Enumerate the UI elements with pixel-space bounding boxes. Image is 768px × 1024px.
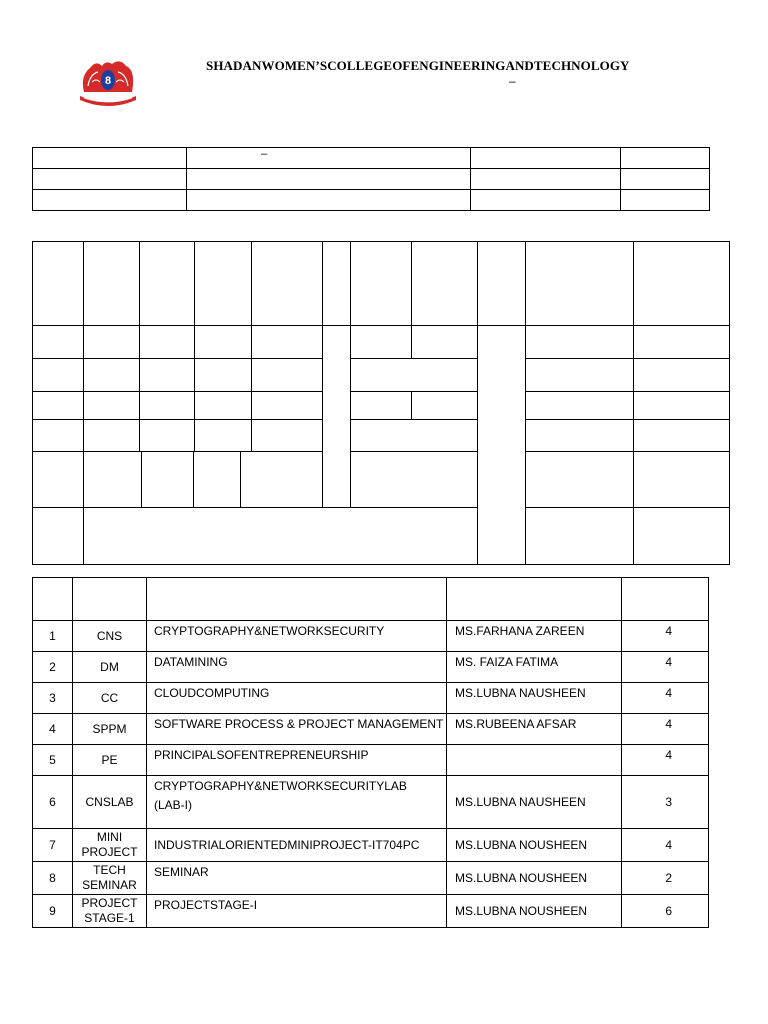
subject-code-line1: TECH bbox=[93, 863, 126, 877]
subject-credits: 4 bbox=[622, 621, 709, 652]
subject-code bbox=[73, 829, 147, 862]
info-row bbox=[33, 169, 710, 190]
subject-name-line1: CRYPTOGRAPHY&NETWORKSECURITYLAB bbox=[154, 779, 407, 793]
subject-faculty bbox=[447, 745, 622, 776]
subject-row bbox=[33, 652, 709, 683]
subject-sno: 4 bbox=[33, 714, 73, 745]
subject-credits: 2 bbox=[622, 862, 709, 895]
subjects-table bbox=[32, 577, 709, 928]
subject-credits: 6 bbox=[622, 895, 709, 928]
subject-faculty: MS.LUBNA NAUSHEEN bbox=[447, 776, 622, 829]
info-row bbox=[33, 190, 710, 211]
subject-code: CC bbox=[73, 683, 147, 714]
subject-name: PROJECTSTAGE-I bbox=[147, 895, 447, 928]
subject-code-line1: MINI bbox=[96, 830, 123, 844]
subject-faculty: MS.LUBNA NOUSHEEN bbox=[447, 895, 622, 928]
subject-code: PE bbox=[73, 745, 147, 776]
subject-row bbox=[33, 745, 709, 776]
subject-sno: 6 bbox=[33, 776, 73, 829]
subject-row bbox=[33, 895, 709, 928]
college-logo bbox=[76, 56, 140, 108]
subject-sno: 2 bbox=[33, 652, 73, 683]
subject-faculty: MS.LUBNA NOUSHEEN bbox=[447, 829, 622, 862]
subject-code bbox=[73, 895, 147, 928]
subject-sno: 1 bbox=[33, 621, 73, 652]
subject-credits: 4 bbox=[622, 714, 709, 745]
subject-row bbox=[33, 714, 709, 745]
subject-credits: 4 bbox=[622, 683, 709, 714]
info-cell bbox=[33, 148, 187, 169]
subject-sno: 7 bbox=[33, 829, 73, 862]
subject-faculty: MS.FARHANA ZAREEN bbox=[447, 621, 622, 652]
subject-row bbox=[33, 862, 709, 895]
info-row bbox=[33, 148, 710, 169]
subject-code: CNSLAB bbox=[73, 776, 147, 829]
subject-name: PRINCIPALSOFENTREPRENEURSHIP bbox=[147, 745, 447, 776]
subject-code: CNS bbox=[73, 621, 147, 652]
info-table bbox=[32, 147, 710, 211]
svg-text:8: 8 bbox=[104, 75, 112, 87]
subject-code-line2: PROJECT bbox=[81, 845, 138, 859]
subject-name: INDUSTRIALORIENTEDMINIPROJECT-IT704PC bbox=[147, 829, 447, 862]
subject-sno: 3 bbox=[33, 683, 73, 714]
subject-sno: 9 bbox=[33, 895, 73, 928]
subject-name: CRYPTOGRAPHY&NETWORKSECURITY bbox=[147, 621, 447, 652]
subject-row bbox=[33, 621, 709, 652]
subject-row bbox=[33, 829, 709, 862]
subject-name bbox=[147, 776, 447, 829]
subject-row bbox=[33, 776, 709, 829]
info-cell bbox=[621, 148, 710, 169]
subject-faculty: MS.LUBNA NOUSHEEN bbox=[447, 862, 622, 895]
subject-faculty: MS. FAIZA FATIMA bbox=[447, 652, 622, 683]
subject-faculty: MS.RUBEENA AFSAR bbox=[447, 714, 622, 745]
subject-code: SPPM bbox=[73, 714, 147, 745]
subject-row bbox=[33, 683, 709, 714]
subject-credits: 3 bbox=[622, 776, 709, 829]
subject-credits: 4 bbox=[622, 745, 709, 776]
subject-code-line1: PROJECT bbox=[81, 896, 138, 910]
subject-name: DATAMINING bbox=[147, 652, 447, 683]
subject-name: SEMINAR bbox=[147, 862, 447, 895]
subject-sno: 5 bbox=[33, 745, 73, 776]
subjects-header-row bbox=[33, 578, 709, 621]
info-cell bbox=[471, 148, 621, 169]
subject-credits: 4 bbox=[622, 652, 709, 683]
subject-sno: 8 bbox=[33, 862, 73, 895]
info-cell-dash: – bbox=[187, 148, 471, 169]
subject-credits: 4 bbox=[622, 829, 709, 862]
timetable-grid bbox=[32, 241, 730, 565]
subject-code bbox=[73, 862, 147, 895]
college-name: SHADANWOMEN’SCOLLEGEOFENGINEERINGANDTECHNOLOGY bbox=[206, 58, 630, 73]
title-dash: – bbox=[509, 74, 516, 88]
subject-code-line2: SEMINAR bbox=[82, 878, 137, 892]
subject-code-line2: STAGE-1 bbox=[84, 911, 135, 925]
subject-name: CLOUDCOMPUTING bbox=[147, 683, 447, 714]
subject-faculty: MS.LUBNA NAUSHEEN bbox=[447, 683, 622, 714]
subject-code: DM bbox=[73, 652, 147, 683]
subject-name-line2: (LAB-I) bbox=[154, 798, 193, 812]
subject-name: SOFTWARE PROCESS & PROJECT MANAGEMENT bbox=[147, 714, 447, 745]
